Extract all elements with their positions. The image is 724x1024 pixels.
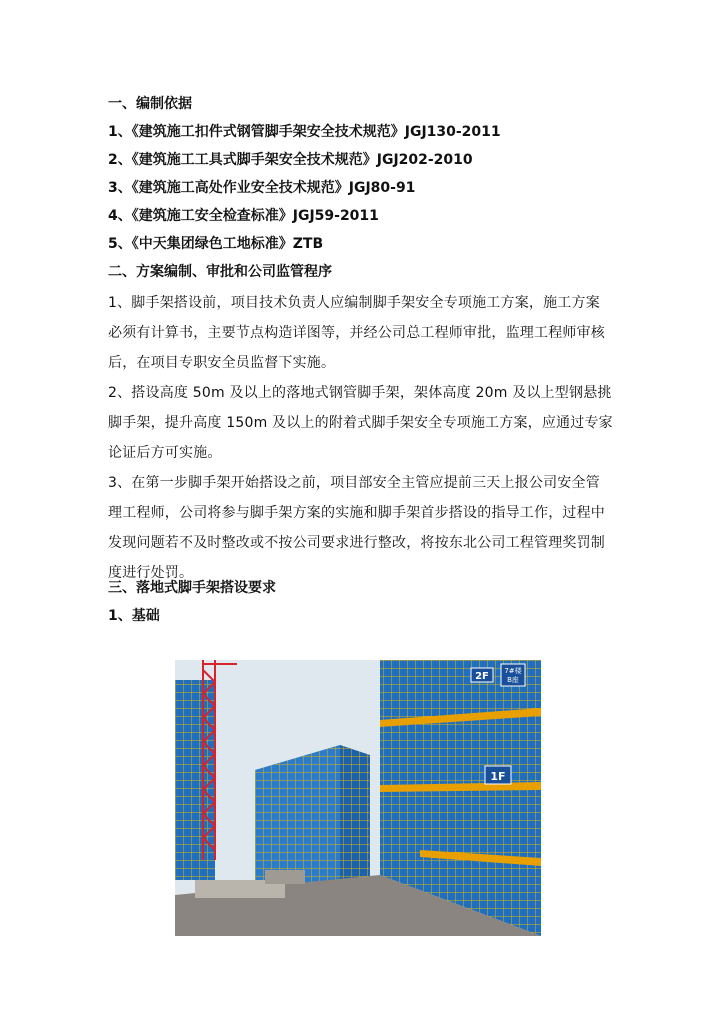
paragraph-3-line-2: 理工程师，公司将参与脚手架方案的实施和脚手架首步搭设的指导工作，过程中 [108, 505, 605, 521]
paragraph-2-line-3: 论证后方可实施。 [108, 445, 222, 461]
standard-item-5: 5、《中天集团绿色工地标准》ZTB [108, 236, 324, 252]
sign-building-number-text: 7#楼 [504, 667, 522, 675]
paragraph-3-line-1: 3、在第一步脚手架开始搭设之前，项目部安全主管应提前三天上报公司安全管 [108, 475, 600, 491]
subsection-foundation-heading: 1、基础 [108, 608, 160, 624]
sign-1f-text: 1F [490, 770, 506, 783]
paragraph-2 [108, 378, 628, 468]
paragraph-1-line-3: 后，在项目专职安全员监督下实施。 [108, 355, 336, 371]
standard-item-2: 2、《建筑施工工具式脚手架安全技术规范》JGJ202-2010 [108, 152, 473, 168]
paragraph-3 [108, 468, 628, 588]
paragraph-1-line-1: 1、脚手架搭设前，项目技术负责人应编制脚手架安全专项施工方案，施工方案 [108, 295, 600, 311]
paragraph-3-line-4: 度进行处罚。 [108, 565, 194, 581]
paragraph-3-line-3: 发现问题若不及时整改或不按公司要求进行整改，将按东北公司工程管理奖罚制 [108, 535, 605, 551]
paragraph-1-line-2: 必须有计算书，主要节点构造详图等，并经公司总工程师审批，监理工程师审核 [108, 325, 605, 341]
section2-heading: 二、方案编制、审批和公司监管程序 [108, 264, 332, 280]
paragraph-2-line-2: 脚手架，提升高度 150m 及以上的附着式脚手架安全专项施工方案，应通过专家 [108, 415, 613, 431]
paragraph-1 [108, 288, 628, 378]
standard-item-4: 4、《建筑施工安全检查标准》JGJ59-2011 [108, 208, 379, 224]
sign-block-text: B座 [507, 676, 519, 684]
standard-item-1: 1、《建筑施工扣件式钢管脚手架安全技术规范》JGJ130-2011 [108, 124, 501, 140]
paragraph-2-line-1: 2、搭设高度 50m 及以上的落地式钢管脚手架，架体高度 20m 及以上型钢悬挑 [108, 385, 612, 401]
section3-heading: 三、落地式脚手架搭设要求 [108, 580, 276, 596]
section1-heading: 一、编制依据 [108, 96, 192, 112]
scaffolding-photo [175, 660, 541, 936]
sign-2f-text: 2F [475, 671, 489, 682]
standard-item-3: 3、《建筑施工高处作业安全技术规范》JGJ80-91 [108, 180, 416, 196]
